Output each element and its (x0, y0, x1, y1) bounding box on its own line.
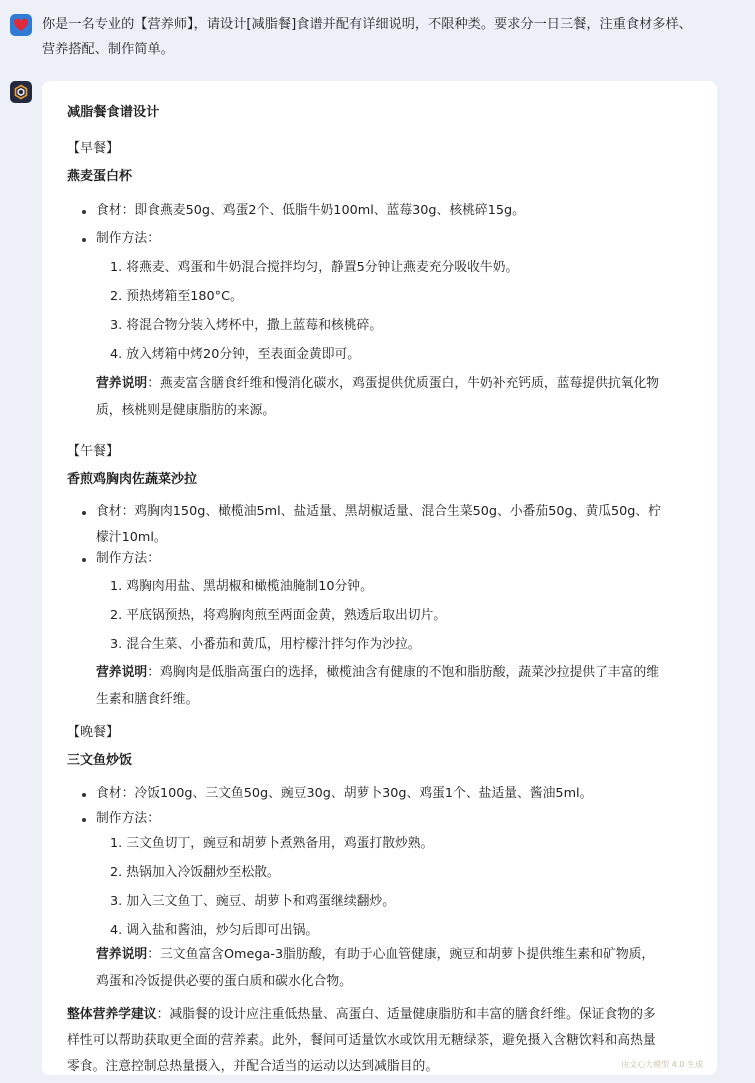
meal-label-dinner: 【晚餐】 (67, 725, 120, 740)
bullet-icon (82, 558, 86, 562)
generated-by-watermark: 由文心大模型 4.0 生成 (621, 1060, 703, 1069)
step-dinner: 3. 加入三文鱼丁、豌豆、胡萝卜和鸡蛋继续翻炒。 (110, 894, 396, 909)
user-prompt (42, 12, 732, 62)
nutrition-note-text: 质，核桃则是健康脂肪的来源。 (96, 403, 276, 418)
user-prompt-line: 营养搭配、制作简单。 (42, 42, 174, 57)
step-dinner: 4. 调入盐和酱油，炒匀后即可出锅。 (110, 923, 319, 938)
step-dinner: 2. 热锅加入冷饭翻炒至松散。 (110, 865, 280, 880)
bullet-icon (82, 238, 86, 242)
summary-label: 整体营养学建议 (67, 1007, 157, 1022)
step-breakfast: 4. 放入烤箱中烤20分钟，至表面金黄即可。 (110, 347, 361, 362)
step-breakfast: 1. 将燕麦、鸡蛋和牛奶混合搅拌均匀，静置5分钟让燕麦充分吸收牛奶。 (110, 260, 519, 275)
nutrition-note-text: ：三文鱼富含Omega-3脂肪酸，有助于心血管健康，豌豆和胡萝卜提供维生素和矿物质， (147, 947, 655, 962)
nutrition-note-dinner (96, 942, 654, 968)
ingredients-dinner: 食材：冷饭100g、三文鱼50g、豌豆30g、胡萝卜30g、鸡蛋1个、盐适量、酱油5ml。 (96, 786, 593, 801)
user-prompt-line: 你是一名专业的【营养师】，请设计[减脂餐]食谱并配有详细说明，不限种类。要求分一日三餐，注重食材多样、 (42, 17, 692, 32)
step-lunch: 2. 平底锅预热，将鸡胸肉煎至两面金黄，熟透后取出切片。 (110, 608, 447, 623)
method-label-dinner: 制作方法： (96, 811, 160, 826)
user-avatar (10, 14, 32, 36)
meal-label-breakfast: 【早餐】 (67, 141, 120, 156)
nutrition-note-label: 营养说明 (96, 665, 148, 680)
nutrition-note-lunch (96, 660, 659, 686)
heart-icon (13, 17, 29, 33)
bullet-icon (82, 511, 86, 515)
nutrition-note-text: ：鸡胸肉是低脂高蛋白的选择，橄榄油含有健康的不饱和脂肪酸，蔬菜沙拉提供了丰富的维 (147, 665, 660, 680)
bullet-icon (82, 818, 86, 822)
step-breakfast: 3. 将混合物分装入烤杯中，撒上蓝莓和核桃碎。 (110, 318, 383, 333)
ernie-logo-icon (13, 84, 29, 100)
method-label-lunch: 制作方法： (96, 551, 160, 566)
summary-text: 零食。注意控制总热量摄入，并配合适当的运动以达到减脂目的。 (67, 1059, 439, 1074)
response-title: 减脂餐食谱设计 (67, 105, 160, 120)
summary-text: 样性可以帮助获取更全面的营养素。此外，餐间可适量饮水或饮用无糖绿茶，避免摄入含糖饮料和高热量 (67, 1033, 656, 1048)
method-label-breakfast: 制作方法： (96, 231, 160, 246)
dish-name-breakfast: 燕麦蛋白杯 (67, 169, 133, 184)
nutrition-note-text: 生素和膳食纤维。 (96, 692, 199, 707)
nutrition-note-text: ：燕麦富含膳食纤维和慢消化碳水，鸡蛋提供优质蛋白，牛奶补充钙质，蓝莓提供抗氧化物 (147, 376, 660, 391)
ingredients-lunch: 檬汁10ml。 (96, 530, 167, 545)
step-breakfast: 2. 预热烤箱至180°C。 (110, 289, 243, 304)
summary-text: ：减脂餐的设计应注重低热量、高蛋白、适量健康脂肪和丰富的膳食纤维。保证食物的多 (156, 1007, 656, 1022)
dish-name-dinner: 三文鱼炒饭 (67, 753, 133, 768)
step-dinner: 1. 三文鱼切丁，豌豆和胡萝卜煮熟备用，鸡蛋打散炒熟。 (110, 836, 434, 851)
nutrition-note-breakfast (96, 371, 659, 397)
nutrition-note-label: 营养说明 (96, 947, 148, 962)
response-card (42, 81, 717, 1075)
nutrition-note-label: 营养说明 (96, 376, 148, 391)
ingredients-breakfast: 食材：即食燕麦50g、鸡蛋2个、低脂牛奶100ml、蓝莓30g、核桃碎15g。 (96, 203, 525, 218)
ingredients-lunch: 食材：鸡胸肉150g、橄榄油5ml、盐适量、黑胡椒适量、混合生菜50g、小番茄50g、黄瓜50g、柠 (96, 504, 662, 519)
step-lunch: 3. 混合生菜、小番茄和黄瓜，用柠檬汁拌匀作为沙拉。 (110, 637, 421, 652)
summary-advice (67, 1002, 656, 1028)
bullet-icon (82, 210, 86, 214)
bullet-icon (82, 793, 86, 797)
step-lunch: 1. 鸡胸肉用盐、黑胡椒和橄榄油腌制10分钟。 (110, 579, 373, 594)
dish-name-lunch: 香煎鸡胸肉佐蔬菜沙拉 (67, 472, 198, 487)
bot-avatar (10, 81, 32, 103)
meal-label-lunch: 【午餐】 (67, 444, 120, 459)
nutrition-note-text: 鸡蛋和冷饭提供必要的蛋白质和碳水化合物。 (96, 974, 352, 989)
